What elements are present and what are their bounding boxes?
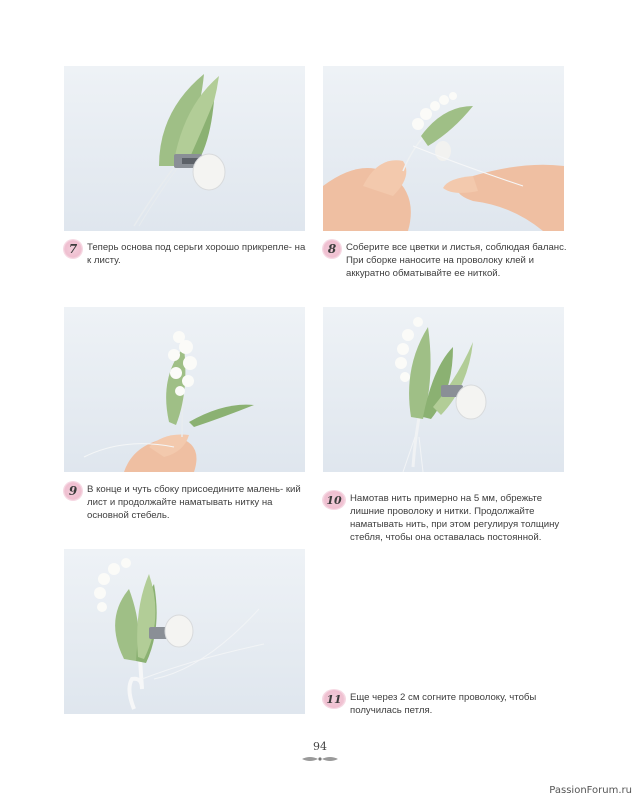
earring-base-leaf-illustration — [64, 66, 305, 231]
step-9-caption — [64, 483, 309, 522]
step-7-photo — [64, 66, 305, 231]
watermark: PassionForum.ru — [549, 785, 632, 796]
step-text: Еще через 2 см согните проволоку, чтобы получилась петля. — [350, 692, 537, 716]
step-number-badge: 7 — [64, 240, 82, 258]
step-8-photo — [323, 66, 564, 231]
step-number-badge: 11 — [323, 690, 345, 708]
trimmed-stem-illustration — [323, 307, 564, 472]
step-text: Теперь основа под серьги хорошо прикрепле- на к листу. — [87, 242, 306, 266]
step-11-photo — [64, 549, 305, 714]
finished-loop-illustration — [64, 549, 305, 714]
flourish-ornament-icon — [300, 755, 340, 763]
step-text: Намотав нить примерно на 5 мм, обрежьте лишние проволоку и нитки. Продолжайте наматывать нить, при этом регулируя толщину стебля, чтобы она оставалась постоянной. — [350, 493, 560, 543]
step-text: Соберите все цветки и листья, соблюдая баланс. При сборке наносите на проволоку клей и аккуратно обматывайте ее ниткой. — [346, 242, 567, 279]
hand-bouquet-illustration — [64, 307, 305, 472]
step-8-caption — [323, 241, 568, 280]
step-number-badge: 8 — [323, 240, 341, 258]
hands-assembling-illustration — [323, 66, 564, 231]
step-10-photo — [323, 307, 564, 472]
step-7-caption — [64, 241, 309, 267]
step-9-photo — [64, 307, 305, 472]
step-number-badge: 10 — [323, 491, 345, 509]
page-number: 94 — [313, 740, 327, 753]
step-10-caption — [323, 492, 568, 544]
step-text: В конце и чуть сбоку присоедините малень- кий лист и продолжайте наматывать нитку на основной стебель. — [87, 484, 301, 521]
step-number-badge: 9 — [64, 482, 82, 500]
step-11-caption — [323, 691, 568, 717]
